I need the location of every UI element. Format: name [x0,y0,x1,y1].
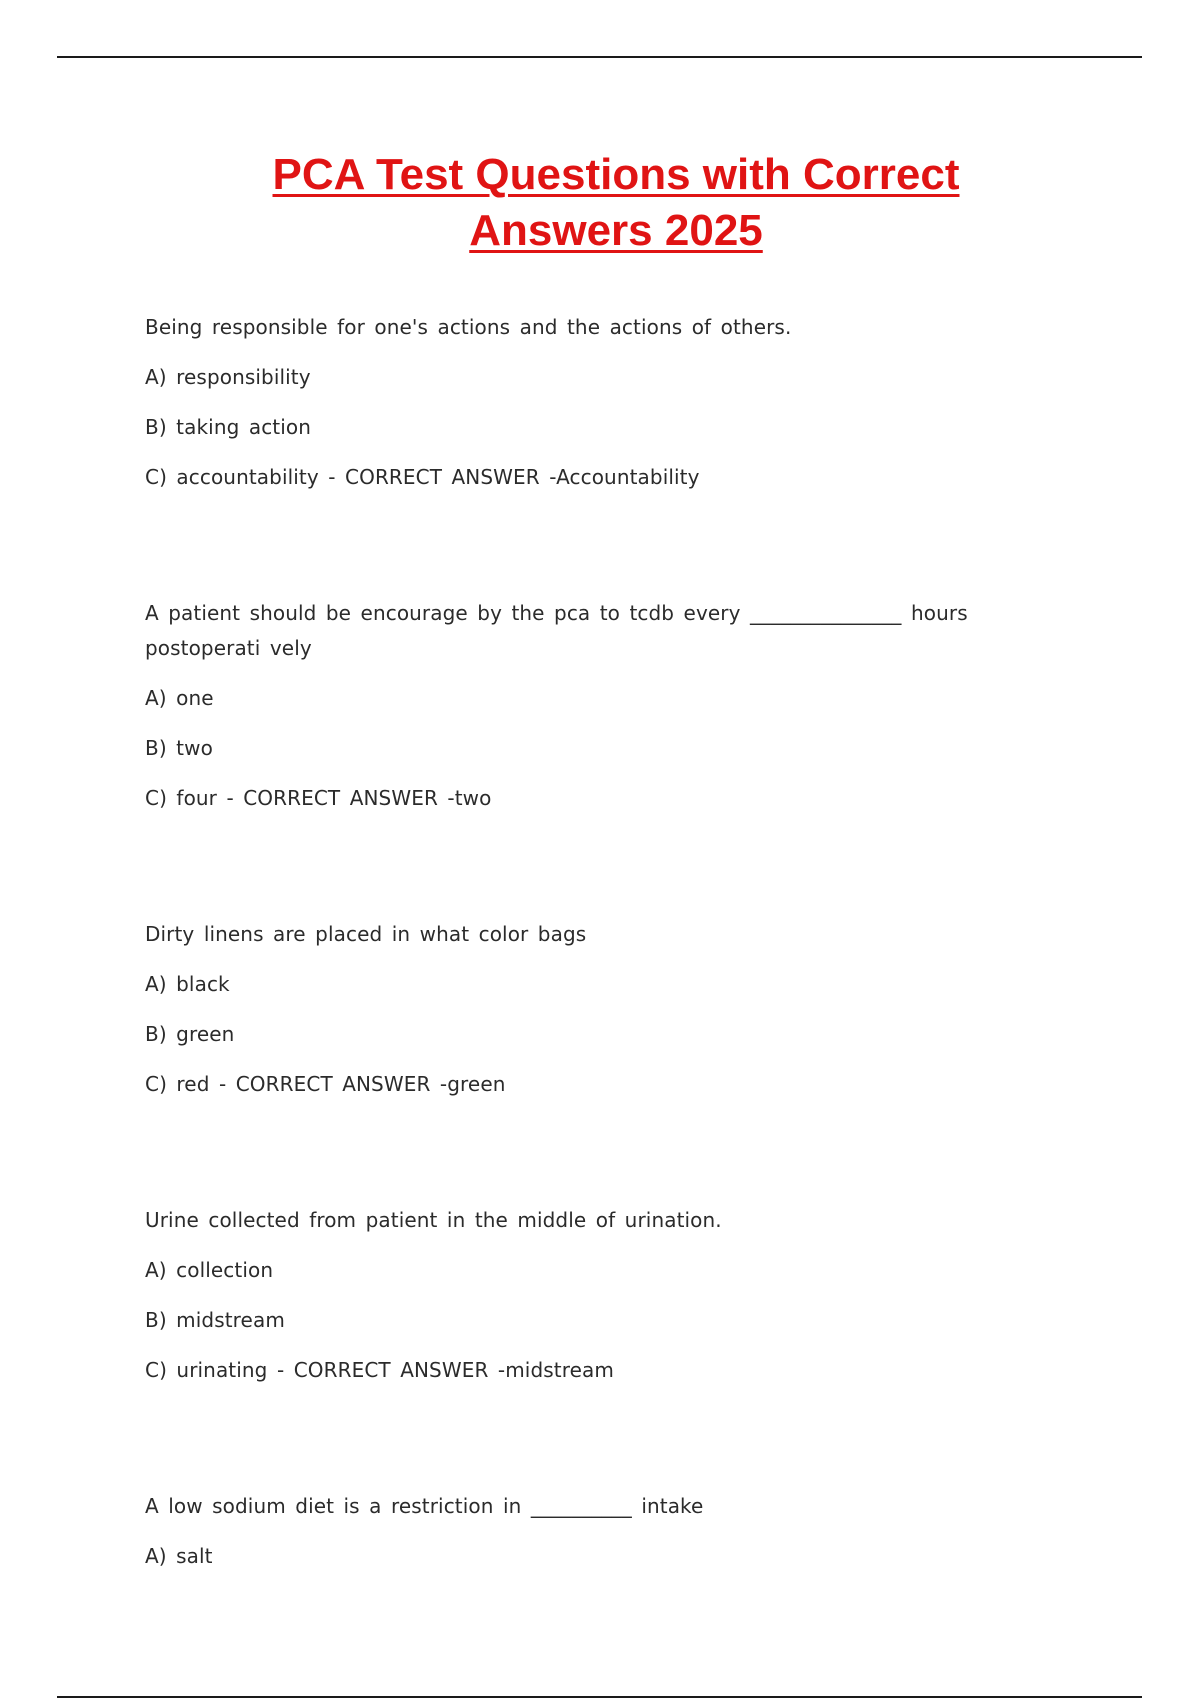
answer-option: A) responsibility [145,365,311,389]
question-block [145,310,1085,495]
title-line-2: Answers 2025 [469,206,763,255]
question-prompt: A low sodium diet is a restriction in __________ intake [145,1494,704,1518]
answer-option-with-correct-answer: C) urinating - CORRECT ANSWER -midstream [145,1358,614,1382]
answer-option: B) green [145,1022,235,1046]
question-block [145,917,1085,1102]
question-prompt: Dirty linens are placed in what color bags [145,922,587,946]
bottom-rule [57,1696,1142,1698]
question-prompt: Being responsible for one's actions and the actions of others. [145,315,792,339]
document-title [0,147,1200,259]
answer-option-with-correct-answer: C) accountability - CORRECT ANSWER -Accountability [145,465,700,489]
answer-option: A) salt [145,1544,213,1568]
question-list [145,310,1085,1675]
question-block [145,1489,1085,1574]
answer-option-with-correct-answer: C) red - CORRECT ANSWER -green [145,1072,506,1096]
top-rule [57,56,1142,58]
question-prompt: A patient should be encourage by the pca to tcdb every _______________ hours postoperati vely [145,601,968,660]
answer-option-with-correct-answer: C) four - CORRECT ANSWER -two [145,786,492,810]
answer-option: A) one [145,686,214,710]
question-prompt: Urine collected from patient in the middle of urination. [145,1208,722,1232]
answer-option: A) black [145,972,230,996]
question-block [145,1203,1085,1388]
answer-option: A) collection [145,1258,274,1282]
answer-option: B) taking action [145,415,312,439]
answer-option: B) two [145,736,213,760]
answer-option: B) midstream [145,1308,285,1332]
question-block [145,596,1085,816]
title-line-1: PCA Test Questions with Correct [272,150,960,199]
